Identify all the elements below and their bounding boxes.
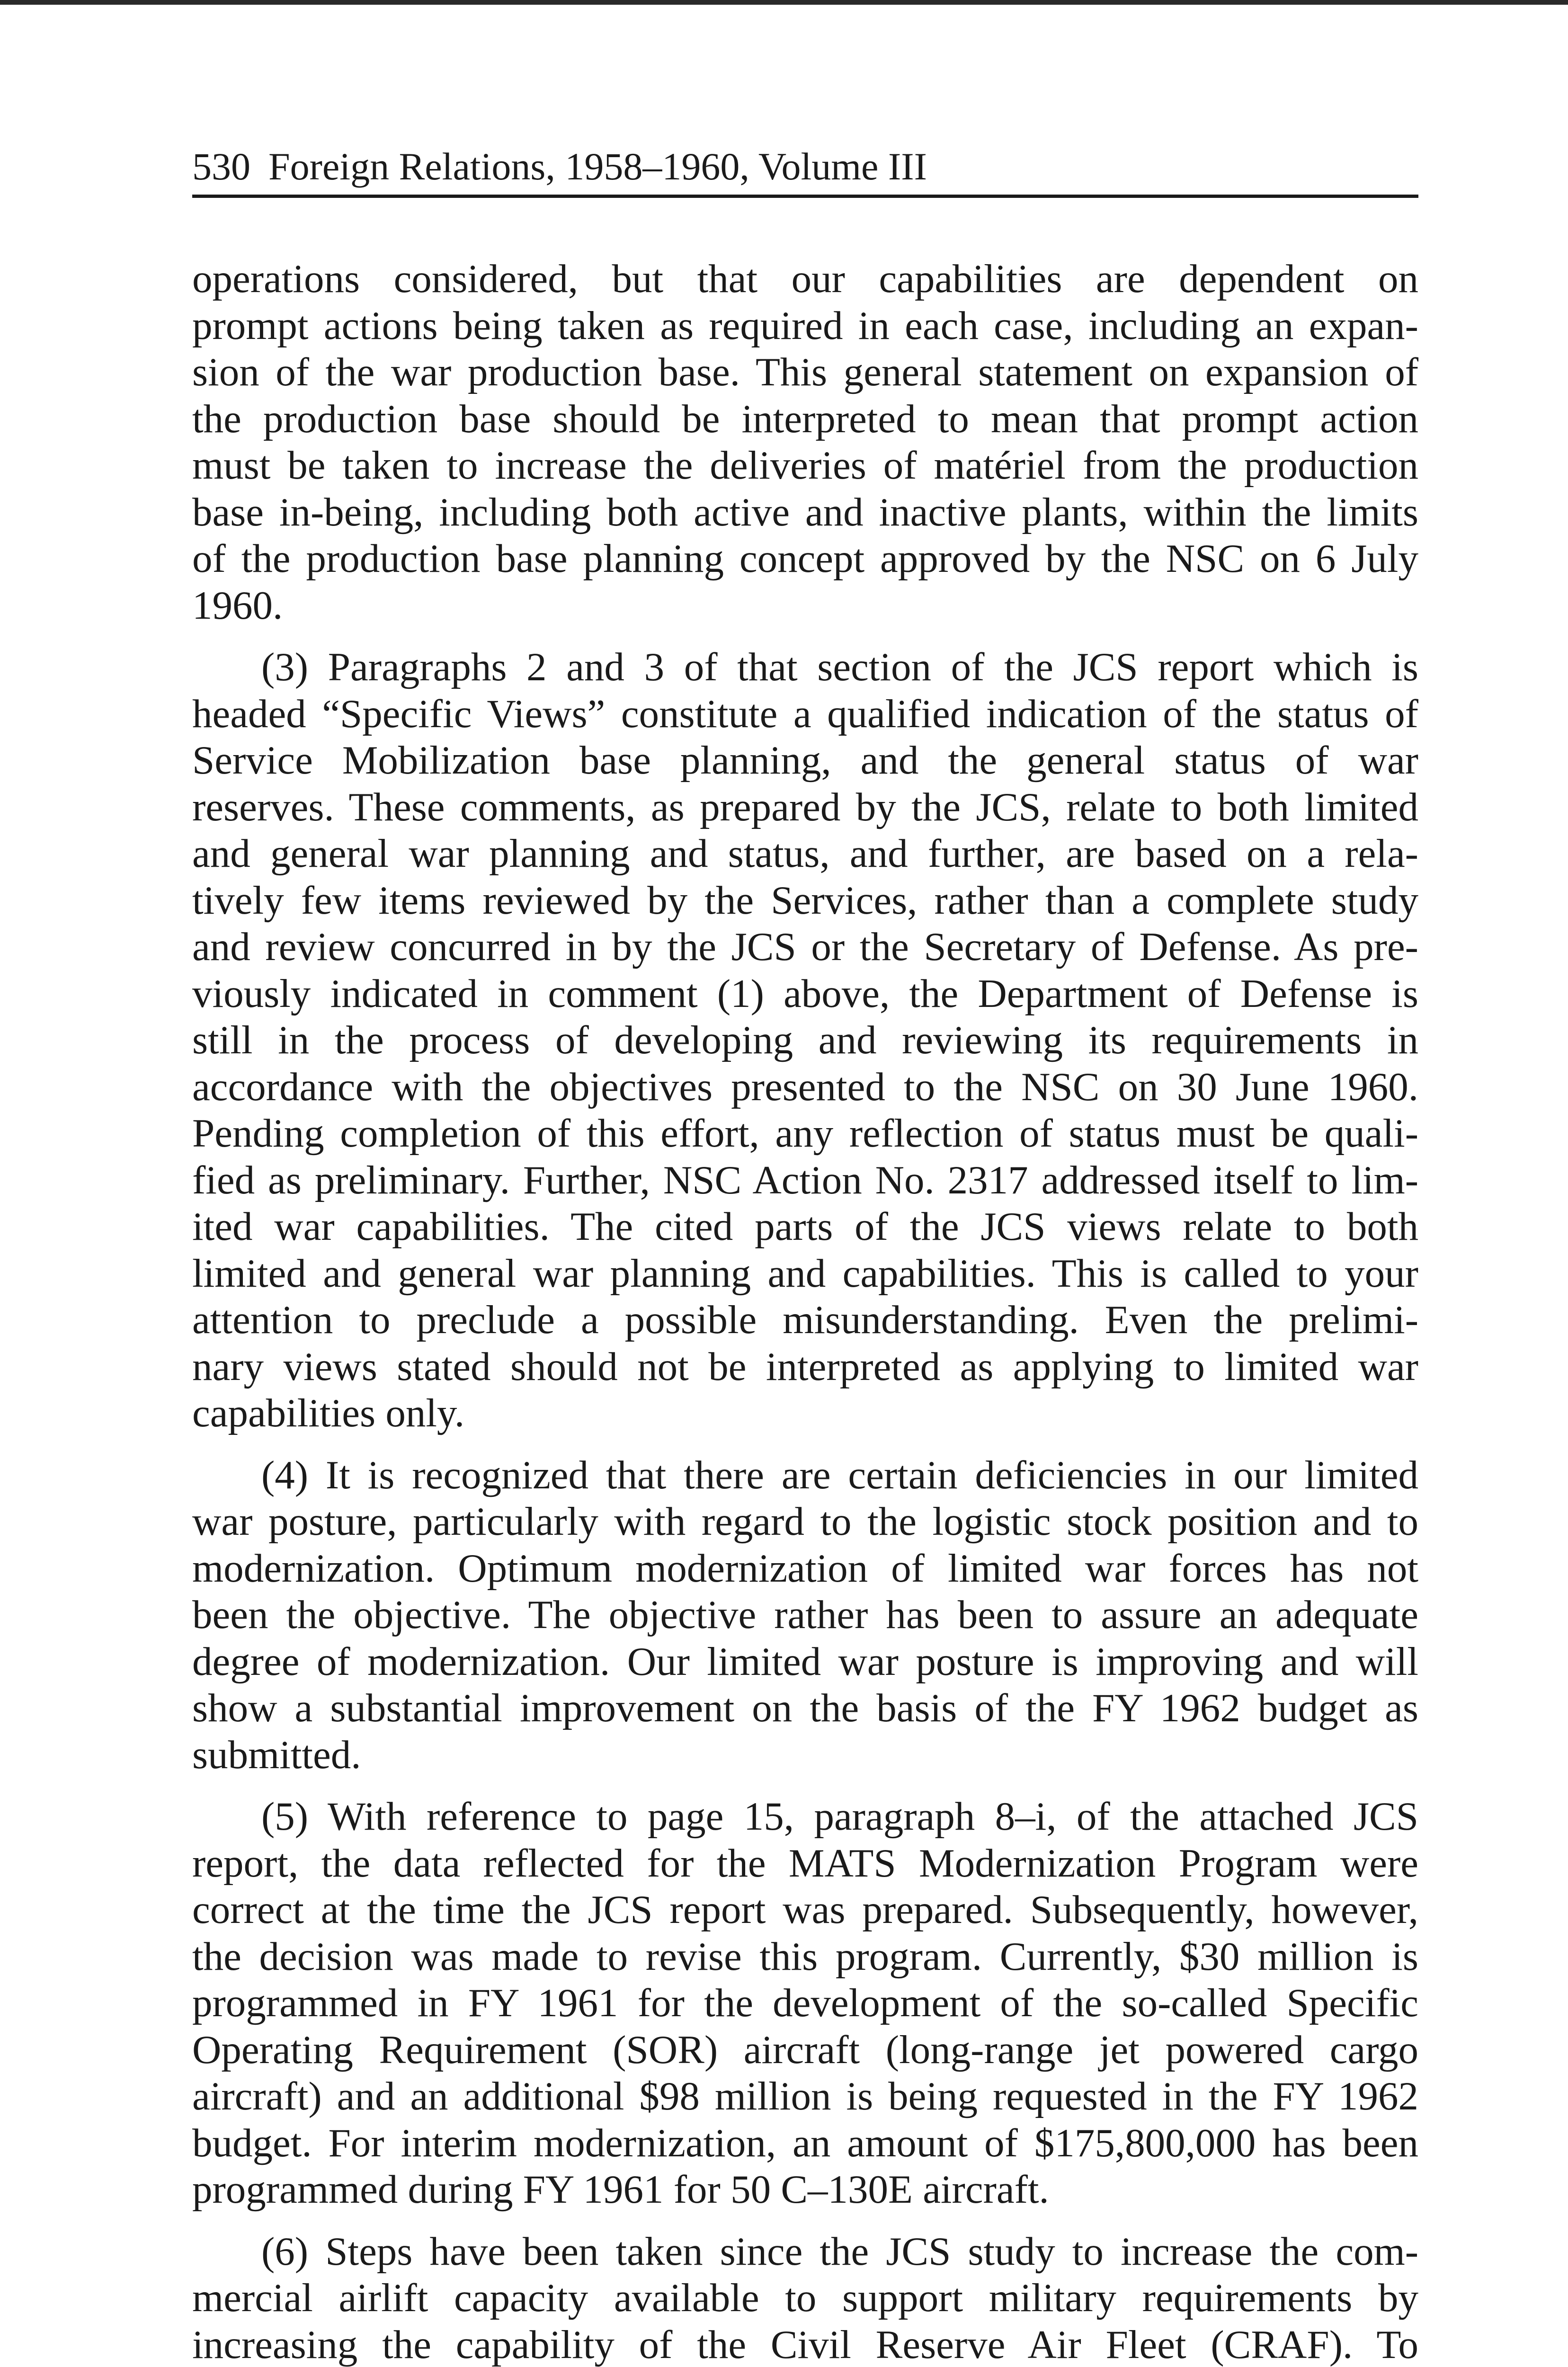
text-line: Operating Requirement (SOR) aircraft (long-range jet powered cargo [192, 2027, 1418, 2072]
text-line: the decision was made to revise this program. Currently, $30 million is [192, 1934, 1418, 1979]
paragraph-6 [192, 2228, 1418, 2367]
paragraph-3 [192, 644, 1418, 1437]
text-line: Pending completion of this effort, any reflection of status must be quali- [192, 1111, 1418, 1156]
text-line: (6) Steps have been taken since the JCS study to increase the com- [261, 2229, 1418, 2274]
text-line: modernization. Optimum modernization of limited war forces has not [192, 1546, 1418, 1591]
page-number: 530 [192, 145, 250, 188]
text-line: (3) Paragraphs 2 and 3 of that section of the JCS report which is [261, 645, 1418, 689]
text-line: must be taken to increase the deliveries of matériel from the production [192, 443, 1418, 488]
text-line: of the production base planning concept approved by the NSC on 6 July [192, 536, 1418, 581]
text-line: (5) With reference to page 15, paragraph 8–i, of the attached JCS [261, 1794, 1418, 1839]
text-line: fied as preliminary. Further, NSC Action No. 2317 addressed itself to lim- [192, 1157, 1418, 1202]
paragraph-5 [192, 1793, 1418, 2213]
text-line: nary views stated should not be interpreted as applying to limited war [192, 1344, 1418, 1389]
text-line: accordance with the objectives presented to the NSC on 30 June 1960. [192, 1064, 1418, 1109]
scan-top-edge [0, 0, 1568, 5]
text-line: still in the process of developing and reviewing its requirements in [192, 1018, 1418, 1062]
body-text [192, 256, 1418, 2367]
text-line: limited and general war planning and capabilities. This is called to your [192, 1251, 1418, 1296]
text-line: (4) It is recognized that there are certain deficiencies in our limited [261, 1452, 1418, 1497]
text-line: and general war planning and status, and further, are based on a rela- [192, 831, 1418, 876]
text-line: show a substantial improvement on the basis of the FY 1962 budget as [192, 1686, 1418, 1730]
text-line: mercial airlift capacity available to support military requirements by [192, 2276, 1418, 2320]
text-line: base in-being, including both active and inactive plants, within the limits [192, 489, 1418, 534]
text-line: degree of modernization. Our limited war posture is improving and will [192, 1639, 1418, 1684]
text-line: aircraft) and an additional $98 million is being requested in the FY 1962 [192, 2074, 1418, 2118]
text-line: war posture, particularly with regard to the logistic stock position and to [192, 1499, 1418, 1544]
text-line: correct at the time the JCS report was prepared. Subsequently, however, [192, 1887, 1418, 1932]
paragraph-4 [192, 1452, 1418, 1779]
text-line: sion of the war production base. This general statement on expansion of [192, 350, 1418, 394]
text-line: programmed during FY 1961 for 50 C–130E aircraft. [192, 2167, 1049, 2212]
running-head-text [192, 147, 927, 186]
text-line: reserves. These comments, as prepared by the JCS, relate to both limited [192, 784, 1418, 829]
text-line: report, the data reflected for the MATS Modernization Program were [192, 1841, 1418, 1886]
text-line: prompt actions being taken as required in each case, including an expan- [192, 303, 1418, 348]
text-line: budget. For interim modernization, an amount of $175,800,000 has been [192, 2120, 1418, 2165]
text-line: headed “Specific Views” constitute a qualified indication of the status of [192, 691, 1418, 736]
text-line: 1960. [192, 583, 283, 628]
text-line: operations considered, but that our capabilities are dependent on [192, 257, 1418, 301]
text-line: increasing the capability of the Civil Reserve Air Fleet (CRAF). To [192, 2322, 1418, 2367]
text-line: been the objective. The objective rather has been to assure an adequate [192, 1593, 1418, 1637]
paragraph-continuation [192, 256, 1418, 629]
running-head [192, 136, 1418, 198]
text-line: and review concurred in by the JCS or the Secretary of Defense. As pre- [192, 925, 1418, 969]
text-line: attention to preclude a possible misunderstanding. Even the prelimi- [192, 1298, 1418, 1342]
text-line: tively few items reviewed by the Services, rather than a complete study [192, 878, 1418, 923]
text-line: viously indicated in comment (1) above, the Department of Defense is [192, 971, 1418, 1016]
text-line: submitted. [192, 1732, 361, 1777]
text-line: capabilities only. [192, 1391, 465, 1435]
text-line: the production base should be interpreted to mean that prompt action [192, 396, 1418, 441]
text-line: Service Mobilization base planning, and the general status of war [192, 738, 1418, 783]
running-head-title: Foreign Relations, 1958–1960, Volume III [268, 145, 927, 188]
text-line: ited war capabilities. The cited parts of the JCS views relate to both [192, 1204, 1418, 1249]
text-line: programmed in FY 1961 for the development of the so-called Specific [192, 1981, 1418, 2025]
